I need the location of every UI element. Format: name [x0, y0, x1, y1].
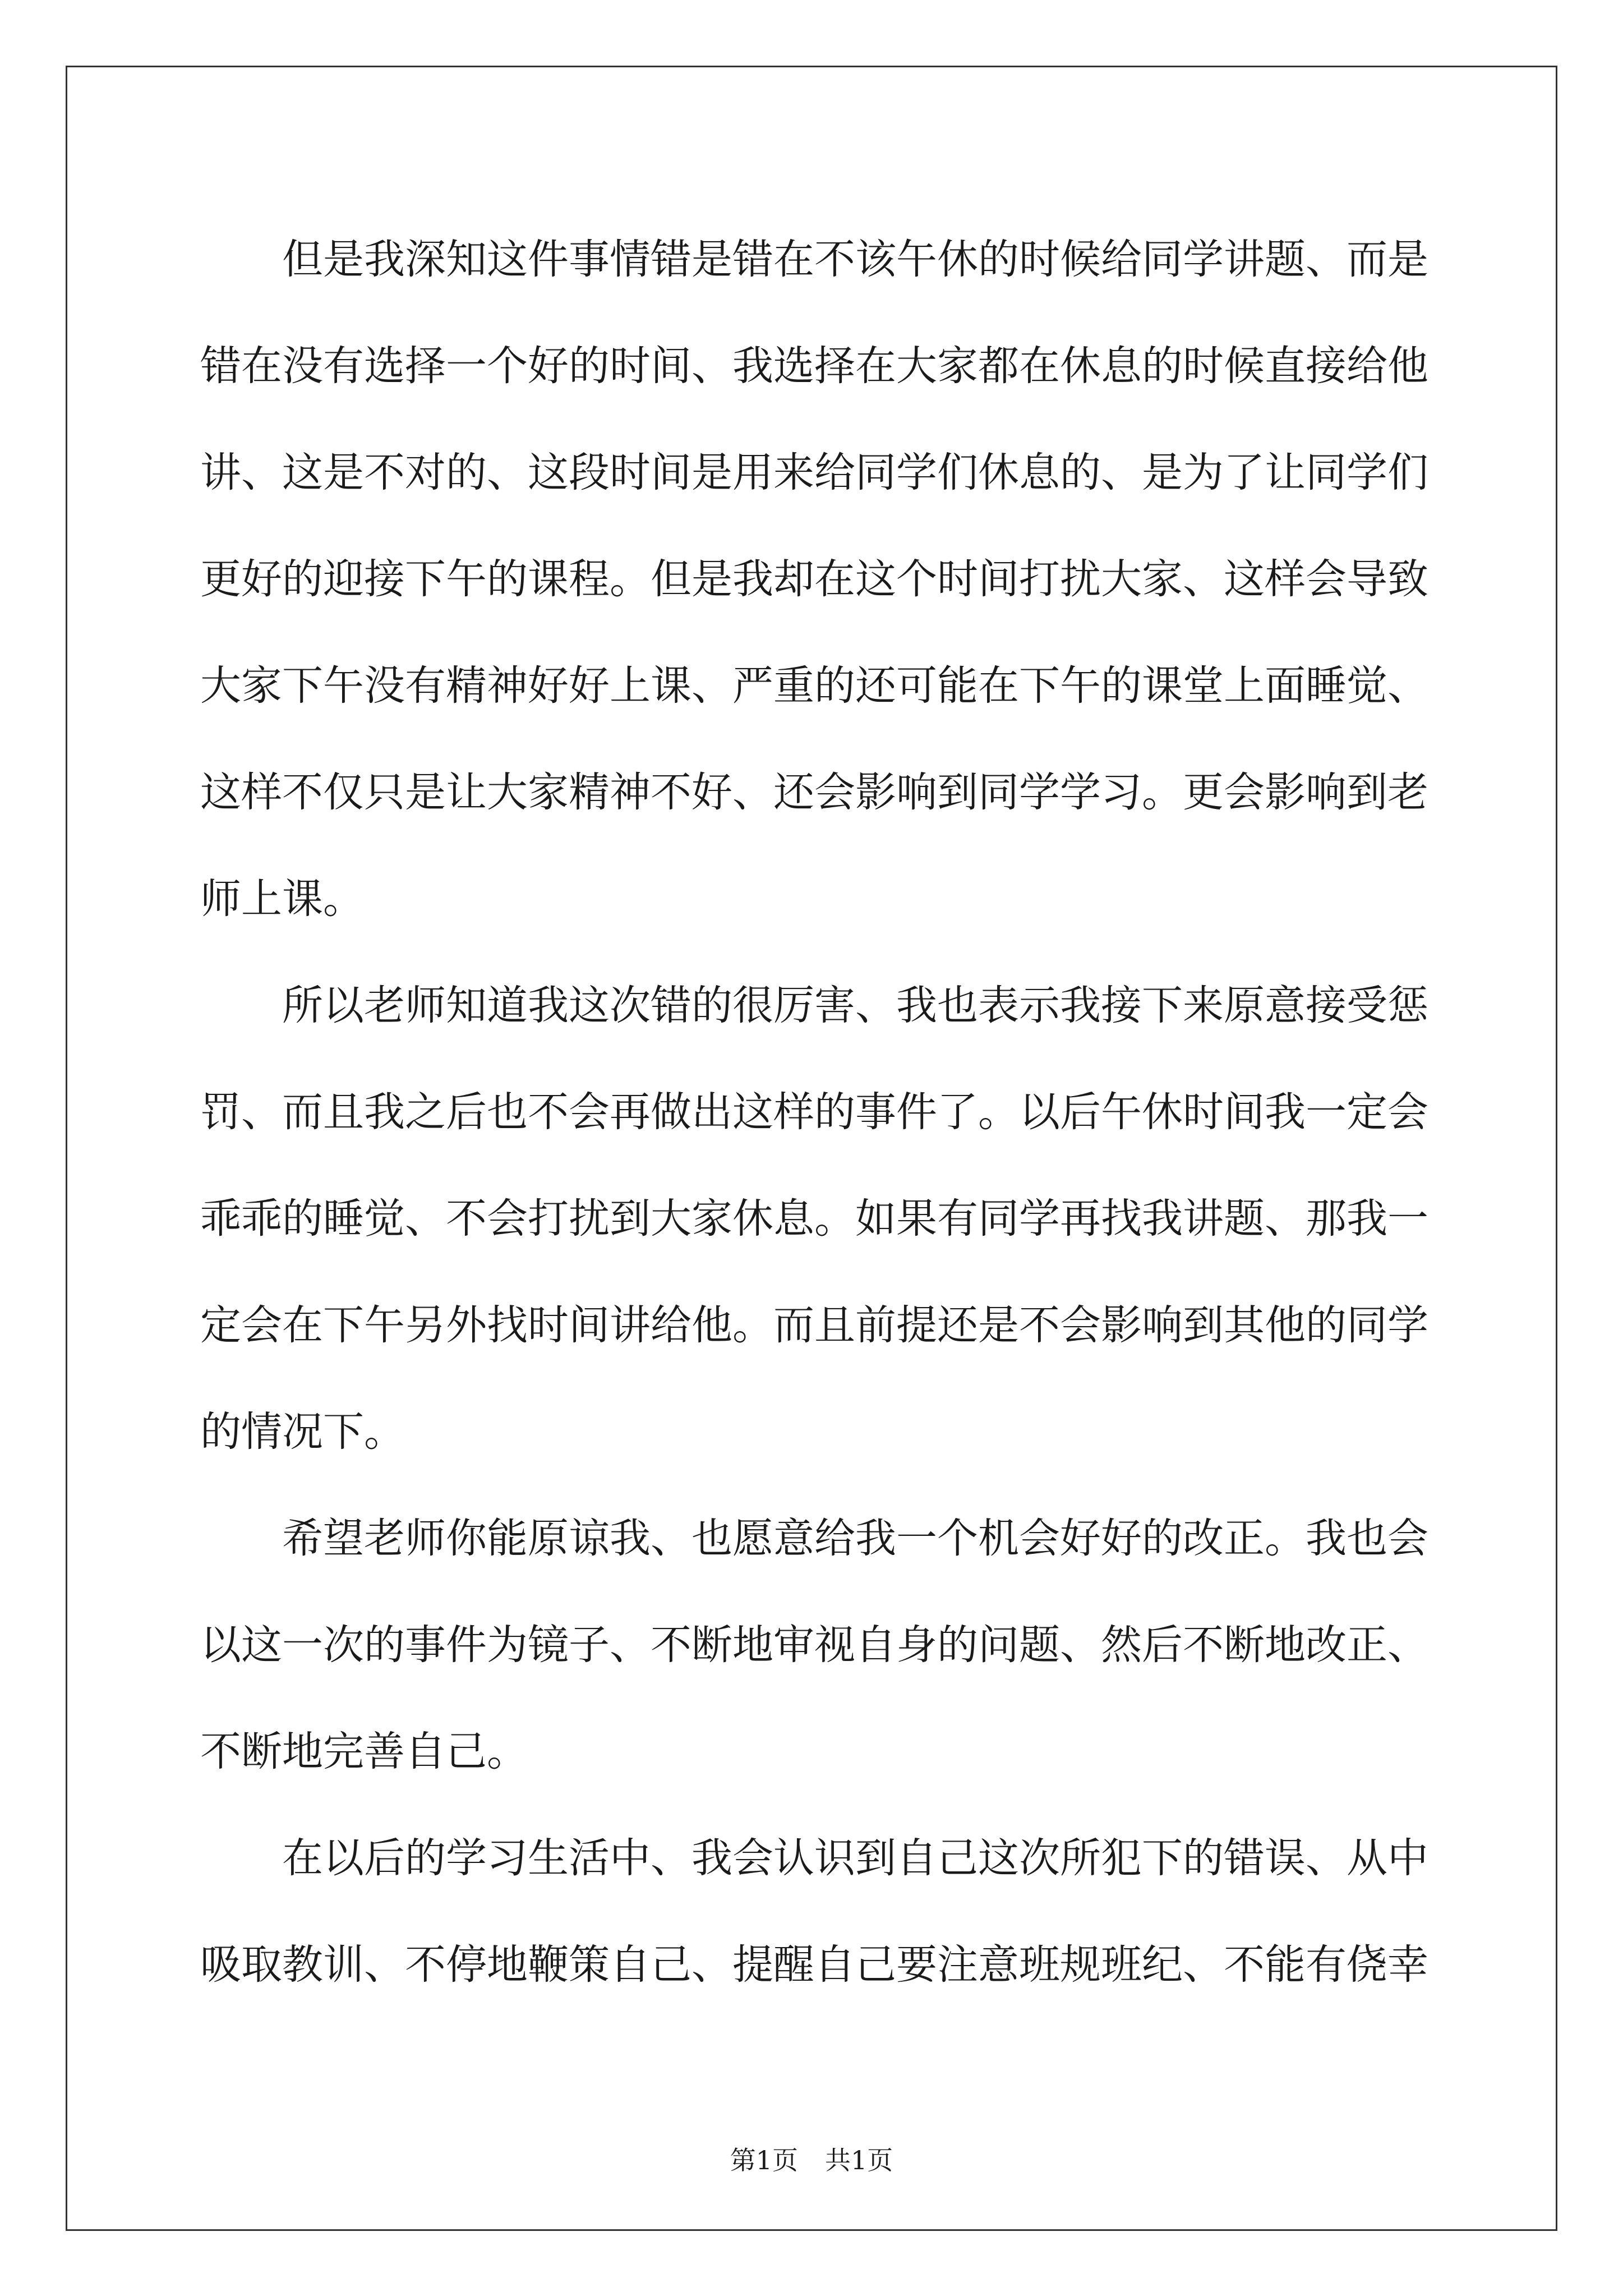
paragraph: 但是我深知这件事情错是错在不该午休的时候给同学讲题、而是错在没有选择一个好的时间、我选择在大家都在休息的时候直接给他讲、这是不对的、这段时间是用来给同学们休息的、是为了让同学们更好的迎接下午的课程。但是我却在这个时间打扰大家、这样会导致大家下午没有精神好好上课、严重的还可能在下午的课堂上面睡觉、这样不仅只是让大家精神不好、还会影响到同学学习。更会影响到老师上课。	[200, 236, 1428, 923]
paragraph: 所以老师知道我这次错的很厉害、我也表示我接下来原意接受惩罚、而且我之后也不会再做出这样的事件了。以后午休时间我一定会乖乖的睡觉、不会打扰到大家休息。如果有同学再找我讲题、那我一定会在下午另外找时间讲给他。而且前提还是不会影响到其他的同学的情况下。	[200, 982, 1428, 1456]
page-footer	[0, 2140, 1623, 2177]
document-body	[200, 206, 1428, 2018]
paragraph: 在以后的学习生活中、我会认识到自己这次所犯下的错误、从中吸取教训、不停地鞭策自己、提醒自己要注意班规班纪、不能有侥幸	[200, 1834, 1428, 1989]
page-number-current: 第1页	[730, 2145, 798, 2175]
page-number-total: 共1页	[825, 2145, 893, 2175]
paragraph: 希望老师你能原谅我、也愿意给我一个机会好好的改正。我也会以这一次的事件为镜子、不断地审视自身的问题、然后不断地改正、不断地完善自己。	[200, 1515, 1428, 1775]
